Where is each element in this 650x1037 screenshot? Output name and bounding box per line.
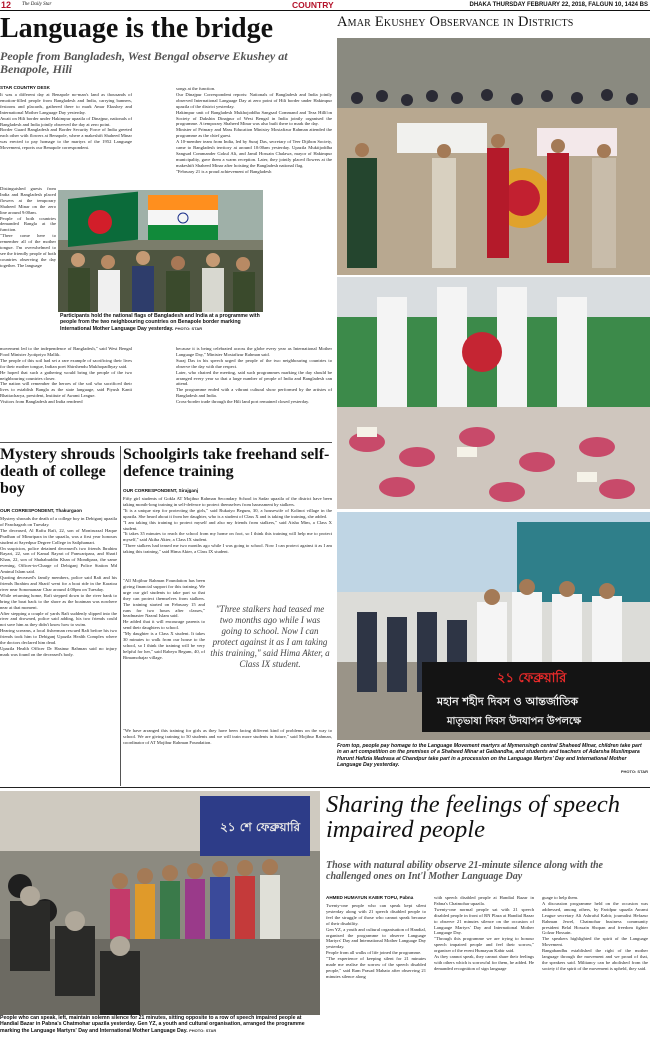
schoolgirls-body-bottom: "We have arranged this training for girls as they have been facing different kind of problems on the way to school. We are giving training to 50 students and we will train more students in future," said Mojibur Rahman, coordinator of AT Mojibur Rahman Foundation. xyxy=(123,728,332,745)
banner-line-2: মাতৃভাষা দিবস উদযাপন উপলক্ষে xyxy=(447,716,582,727)
chandpur-procession-image xyxy=(337,512,650,740)
districts-photo-1 xyxy=(337,38,650,275)
schoolgirls-pullquote: "Three stalkers had teased me two months ago while I was going to school. Now I can protect against it as I am taking this training," said Hima Akter, a Class IX student. xyxy=(210,604,330,669)
mystery-byline: OUR CORRESPONDENT, Thakurgaon xyxy=(0,508,82,513)
schoolgirls-body-top: Fifty girl students of Gokla AT Mojibur Rahman Secondary School in Sadar upazila of the district have been taking month-long training in self-defence to protect themselves from harassment by stalkers. "It is a unique step for protecting the girls," said Rukaiyo Begum, 30, a housewife of Kolinot village in the upazila. She heard about it from her daughter, who is a student of Class X and is taking the training, she added. "I am taking this training to protect myself and also my friends from stalkers," said Aisha Mim, a Class X student. "It takes 35 minutes to reach the school from my home on foot, so I think this training will help me to protect myself," said Akiba Akter, a Class IX student. "Three stalkers had teased me two months ago while I was going to school. Now I can protect against it as I am taking this training," said Hima Akter, a Class IX student. xyxy=(123,496,332,555)
sharing-deck: Those with natural ability observe 21-minute silence along with the challenged ones on Int'l Mother Language Day xyxy=(326,860,603,882)
sharing-col-2: with speech disabled people at Handial Bazar in Pabna's Chatmohar upazila. Twenty-one normal people sat with 21 speech disabled people in front of RN Plaza at Handial Bazar to observe 21 minutes silence on the occasion of Language Martyrs' Day and International Mother Language Day. "Through this programme we are trying to honour speech impaired people and feel their sorrow," organiser of the event Humayun Kabir said. As they cannot speak, they cannot share their feelings with others which is sorrowful for them, he added. He demanded recognition of sign language xyxy=(434,895,534,971)
bridge-body-right-bottom: because it is being celebrated across the globe every year as International Mother Language Day," Minister Mostafizur Rahman said. Suraj Das in his speech urged the people of the two neighbouring countries to observe the day with due respect. Later, who chaired the meeting, said such programmes marking the day should be arranged every year so that a large number of people of India and Bangladesh can attend. The programme ended with a vibrant cultural show performed by the artistes of Bangladesh and India. Cross-border trade through the Hili land port remained closed yesterday. xyxy=(176,346,332,405)
districts-credit: PHOTO: STAR xyxy=(620,769,648,774)
bridge-photo xyxy=(58,190,263,312)
schoolgirls-headline: Schoolgirls take freehand self-defence training xyxy=(123,446,330,480)
sharing-col-1: Twenty-one people who can speak kept silent yesterday along with 21 speech disabled people to feel the struggle of those who cannot speak because of their disability. Gen YZ, a youth and cultural organisation of Handial, organised the programme to observe Language Martyrs' Day and International Mother Language Day yesterday. People from all walks of life joined the programme. "The experience of keeping silent for 21 minutes made me realise the sorrow of the speech disabled people," said Ram Prasad Mahato after observing 21 minutes silence along xyxy=(326,903,426,979)
districts-photo-3 xyxy=(337,512,650,740)
districts-photo-2 xyxy=(337,277,650,509)
bridge-body-right: songs at the function. Our Dinajpur Correspondent reports: Nationals of Bangladesh and India jointly observed International Language Day at zero point of Hili border under Hakimpur upazila of the district yesterday. Hakimpur unit of Bangladesh Mukhojoddha Sangsad Command and Teza Hilli'on Society of Dakshin Dinajpur of West Bengal in India jointly organised the programme. A temporary Shaheed Minar was also built there to mark the day. Minister of Primary and Mass Education Ministry Mostafizur Rahman attended the programme as the chief guest. A 10-member team from India, led by Suraj Das, secretary of Teer Dijibon Society, came to Bangladesh territory at around 10:00am yesterday. Upazila Muktijoddha Sangsad Commander Gokul Ali, and Jamil Hossain Chalawa, mayor of Hakimpur municipality, gave them a warm reception. Later, they jointly placed flowers at the makeshift Shaheed Minar after hoisting the Bangladesh national flag. "February 21 is a proud achievement of Bangladesh xyxy=(176,86,332,174)
bridge-body-narrow: Distinguished guests from India and Bangladesh placed flowers at the temporary Shaheed Minar on the zero line around 9:00am. People of both countries demanded Bangla at the function. "There come here to remember all of the mother tongue. I'm overwhelmed to see the friendly people of both countries observing the day together. The language xyxy=(0,186,56,268)
bridge-photo-caption xyxy=(60,313,265,332)
flags-crowd-image xyxy=(58,190,263,312)
sharing-photo-credit: PHOTO: STAR xyxy=(189,1027,217,1033)
districts-caption xyxy=(337,743,642,769)
bridge-headline: Language is the bridge xyxy=(0,13,274,44)
districts-caption-text: From top, people pay homage to the Language Movement martyrs at Mymensingh central Shaheed Minar, children take part in an art competition on the premises of a Shaheed Minar at Gaibandha, and students and teachers of Adarsha Muslimpara Hurunt Hafizia Madrasa at Chandpur take part in a procession on the Language Martyrs' Day and International Mother Language Day yesterday. xyxy=(337,743,642,769)
sharing-photo xyxy=(0,791,320,1015)
dateline: DHAKA THURSDAY FEBRUARY 22, 2018, FALGUN 10, 1424 BS xyxy=(469,1,648,8)
sharing-banner: ২১ শে ফেব্রুয়ারি xyxy=(220,820,301,834)
mymensingh-homage-image xyxy=(337,38,650,275)
bridge-photo-credit: PHOTO: STAR xyxy=(174,325,203,331)
bridge-body-right-narrow xyxy=(268,188,332,346)
divider xyxy=(0,442,332,443)
banner-line-1: মহান শহীদ দিবস ও আন্তর্জাতিক xyxy=(437,695,579,708)
sharing-caption-text: People who can speak, left, maintain solemn silence for 21 minutes, sitting opposite to a row of speech impaired people at Handial Bazar in Pabna's Chatmohar upazila yesterday. Gen YZ, a youth and cultural organisation, arranged the programme marking the Language Martyrs' Day and International Mother Language Day. xyxy=(0,1015,305,1034)
banner-date: ২১ ফেব্রুয়ারি xyxy=(497,671,567,686)
mystery-headline: Mystery shrouds death of college boy xyxy=(0,446,115,497)
bridge-byline: STAR COUNTRY DESK xyxy=(0,85,50,90)
paper-name: The Daily Star xyxy=(22,2,52,7)
schoolgirls-byline: OUR CORRESPONDENT, Sirajganj xyxy=(123,488,199,493)
silence-gathering-image xyxy=(0,791,320,1015)
bridge-deck: People from Bangladesh, West Bengal observe Ekushey at Benapole, Hili xyxy=(0,49,288,76)
sharing-photo-caption xyxy=(0,1015,320,1034)
bridge-body-left: It was a different day at Benapole no-man's land as thousands of emotion-filled people from Bangladesh and India, carrying banners, festoons and placards, gathered there to mark Amar Ekushey and International Mother Language Day yesterday. Await on Hili border under Hakimpur upazila of Dinajpur, nationals of Bangladesh and India jointly observed the day at zero point. Border Guard Bangladesh and Border Security Force of India greeted each other with flowers at Benapole, where a makeshift Shaheed Minar was erected to pay homage to the martyrs of the 1952 Language Movement, reports our Benapole correspondent. xyxy=(0,92,132,151)
bridge-caption-text: Participants hold the national flags of Bangladesh and India at a programme with people from the two neighbouring countries on Benapole border marking International Mother Language Day yesterday. xyxy=(60,313,260,332)
districts-headline: Amar Ekushey Observance in Districts xyxy=(337,14,574,30)
sharing-col-3: guage to help them. A discussion programme held on the occasion was addressed, among others, by Faridpur upazila Awami League secretary Ali Ashraful Kabir, journalist Hefazur Rahman Jewel, Chatmohar business community president Belal Hossain Shopan and freedom fighter Golzar Hossain. The speakers highlighted the spirit of the Language Movement. Bangabandhu established the right of the mother language through the movement and we proud of that, the speakers said. Militancy can be abolished from the society if the spirit of the movement is upheld, they said. xyxy=(542,895,648,971)
section-divider xyxy=(0,787,650,788)
schoolgirls-body-left: "All Mojibur Rahman Foundation has been giving financial support for this training. We urge our girl students to take part so that they can protect themselves from stalkers. The training started on February 15 and runs for two hours after classes," headmaster Nazrul Islam said. He added that it will encourage parents to send their daughters to school. "My daughter is a Class X student. It takes 30 minutes to walk from our house to the school, so I think the training will be very helpful for her," said Rabeya Begum, 40, of Bimamobajar village. xyxy=(123,578,205,660)
sharing-byline: AHMED HUMAYUN KABIR TOPU, Pabna xyxy=(326,895,414,900)
mystery-body: Mystery shrouds the death of a college boy in Debiganj upazila of Panchagarh on Tuesday. The deceased, Al Rafiu Rafi, 22, son of Moniruzzal Haque Pradhan of Mimripara in the upazila, was a first year honours student at Sayedpur Degree College in Sailphamari. On suspicion, police detained deceased's two friends Ibrahim Rayari, 22, son of Kamal Rayari of Panwaripara, and Sharif Khan, 22, son of Shahabuddin Khan of Mondipara, the same evening, Officer-in-Charge of Debiganj Police Station Md Aminul Islam said. Quoting deceased's family members, police said Rafi and his friends Ibrahim and Sharif went for a boat ride in the Karatoa river near Sonomanzar Char around 4:00pm on Tuesday. While returning home, Rafi stepped down to the river bank to bring the boat back to the shore as the boatman was nowhere near at that moment. After stepping a couple of yards Rafi suddenly slipped into the river and drowned, police said adding, his two friends could not save him as they didn't know how to swim. Hearing screams, a local fisherman rescued Rafi before his two friends took him to Debiganj Upazila Health Complex where the doctors declared him dead. Upazila Health Officer Dr Hasinur Rahman said no injury mark was found on the deceased's body. xyxy=(0,516,117,657)
page-number: 12 xyxy=(1,0,12,10)
page-header xyxy=(0,0,650,11)
vertical-divider xyxy=(120,446,121,786)
gaibandha-art-competition-image xyxy=(337,277,650,509)
sharing-headline: Sharing the feelings of speech impaired people xyxy=(326,791,620,843)
section-name: COUNTRY xyxy=(292,0,334,10)
bridge-body-bottom: movement led to the independence of Bangladesh," said West Bengal Food Minister Jyotipriyo Mallik. The people of this soil had set a rare example of sacrificing their lives for their mother tongue, Indian poet Shirshendu Mukhopadhyay said. He hoped that such a gathering would bring the people of the two neighbouring countries closer. The nation will remember the heroes of the soil who sacrificed their lives to establish Bangla as the state language, said Piyush Kanti Bhattacharya, president, Institute of Awami League. Visitors from Bangladesh and India rendered xyxy=(0,346,132,405)
